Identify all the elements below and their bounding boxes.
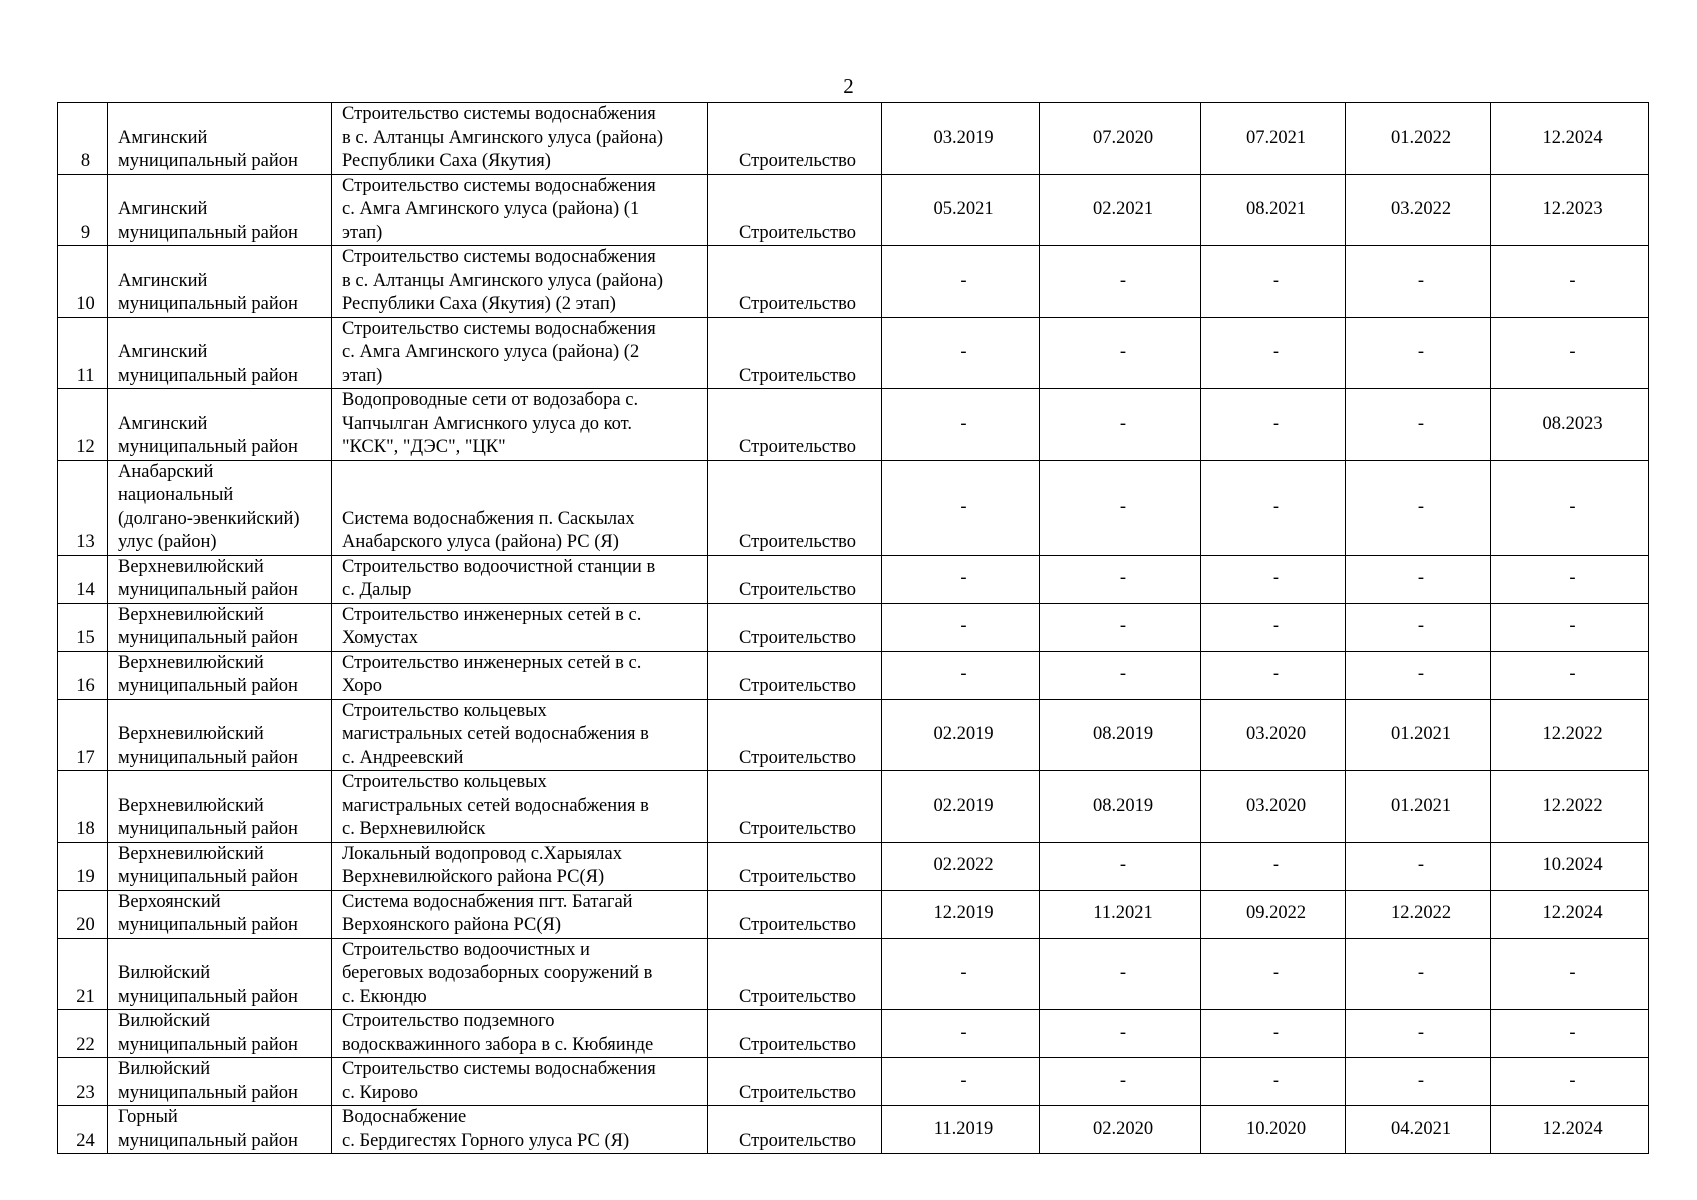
district-line: муниципальный район: [118, 365, 298, 386]
page-number: 2: [843, 74, 854, 98]
projects-table: [57, 102, 1649, 1154]
project-name-line: с. Бердигестях Горного улуса РС (Я): [342, 1130, 630, 1151]
project-name-line: Верхоянского района РС(Я): [342, 915, 562, 935]
project-name-line: этап): [342, 365, 383, 386]
district-line: Амгинский: [118, 270, 208, 291]
date-cell: -: [1201, 842, 1346, 890]
work-type-cell: Строительство: [708, 317, 882, 389]
date-cell: -: [1201, 1058, 1346, 1106]
date-cell: 04.2021: [1346, 1106, 1491, 1154]
district-line: (долгано-эвенкийский): [118, 508, 300, 529]
date-cell: -: [1346, 1010, 1491, 1058]
district-line: Верхневилюйский: [118, 604, 264, 625]
project-name-line: Верхневилюйского района РС(Я): [342, 867, 605, 887]
district-line: Амгинский: [118, 413, 208, 434]
row-number: 19: [58, 842, 108, 890]
project-name-line: с. Верхневилюйск: [342, 819, 486, 839]
district-cell: [108, 1058, 332, 1106]
date-cell: -: [1346, 460, 1491, 555]
date-cell: 12.2024: [1491, 103, 1649, 175]
date-cell: 11.2019: [882, 1106, 1040, 1154]
work-type-cell: Строительство: [708, 842, 882, 890]
project-name-cell: [332, 771, 708, 843]
project-name-line: Водопроводные сети от водозабора с.: [342, 390, 639, 410]
district-line: муниципальный район: [118, 294, 298, 314]
date-cell: -: [1040, 842, 1201, 890]
project-name-cell: [332, 842, 708, 890]
date-cell: -: [1201, 938, 1346, 1010]
district-line: муниципальный район: [118, 867, 298, 887]
date-cell: 02.2022: [882, 842, 1040, 890]
date-cell: -: [1346, 1058, 1491, 1106]
district-line: муниципальный район: [118, 986, 298, 1007]
date-cell: 12.2024: [1491, 890, 1649, 938]
project-name-line: магистральных сетей водоснабжения в: [342, 795, 649, 816]
date-cell: -: [1491, 317, 1649, 389]
project-name-cell: [332, 460, 708, 555]
date-cell: 08.2021: [1201, 174, 1346, 246]
date-cell: 12.2024: [1491, 1106, 1649, 1154]
table-row: [58, 460, 1649, 555]
project-name-line: Республики Саха (Якутия) (2 этап): [342, 294, 616, 314]
district-line: муниципальный район: [118, 915, 298, 935]
project-name-line: магистральных сетей водоснабжения в: [342, 724, 649, 744]
project-name-line: Хоро: [342, 676, 382, 696]
district-line: муниципальный район: [118, 1082, 298, 1103]
district-cell: [108, 699, 332, 771]
project-name-line: с. Кирово: [342, 1082, 419, 1103]
table-row: [58, 938, 1649, 1010]
row-number: 20: [58, 890, 108, 938]
date-cell: 12.2022: [1491, 699, 1649, 771]
district-line: муниципальный район: [118, 628, 298, 648]
district-line: улус (район): [118, 532, 217, 552]
district-cell: [108, 1106, 332, 1154]
table-row: [58, 174, 1649, 246]
date-cell: 08.2023: [1491, 389, 1649, 461]
date-cell: -: [882, 555, 1040, 603]
date-cell: 03.2022: [1346, 174, 1491, 246]
work-type-cell: Строительство: [708, 890, 882, 938]
district-line: Верхневилюйский: [118, 556, 264, 577]
project-name-cell: [332, 246, 708, 318]
date-cell: -: [1346, 389, 1491, 461]
project-name-line: с. Амга Амгинского улуса (района) (1: [342, 199, 640, 219]
project-name-line: Система водоснабжения п. Саскылах: [342, 508, 635, 529]
date-cell: 07.2021: [1201, 103, 1346, 175]
district-cell: [108, 103, 332, 175]
project-name-cell: [332, 174, 708, 246]
date-cell: -: [1040, 603, 1201, 651]
table-row: [58, 1010, 1649, 1058]
date-cell: 12.2023: [1491, 174, 1649, 246]
row-number: 13: [58, 460, 108, 555]
date-cell: -: [882, 389, 1040, 461]
date-cell: -: [1201, 555, 1346, 603]
work-type-cell: Строительство: [708, 246, 882, 318]
table-row: [58, 555, 1649, 603]
project-name-line: Республики Саха (Якутия): [342, 151, 551, 171]
date-cell: -: [1040, 317, 1201, 389]
project-name-line: Чапчылган Амгиснкого улуса до кот.: [342, 413, 633, 434]
work-type-cell: Строительство: [708, 460, 882, 555]
table-row: [58, 389, 1649, 461]
district-line: Анабарский: [118, 461, 214, 482]
project-name-cell: [332, 1010, 708, 1058]
row-number: 24: [58, 1106, 108, 1154]
date-cell: -: [1201, 460, 1346, 555]
date-cell: 01.2021: [1346, 699, 1491, 771]
row-number: 15: [58, 603, 108, 651]
date-cell: 03.2020: [1201, 771, 1346, 843]
date-cell: -: [882, 603, 1040, 651]
district-line: муниципальный район: [118, 676, 298, 696]
date-cell: 02.2021: [1040, 174, 1201, 246]
district-line: Амгинский: [118, 199, 208, 219]
row-number: 18: [58, 771, 108, 843]
date-cell: -: [1346, 938, 1491, 1010]
date-cell: 01.2022: [1346, 103, 1491, 175]
project-name-cell: [332, 603, 708, 651]
project-name-line: Строительство инженерных сетей в с.: [342, 652, 642, 673]
date-cell: 12.2022: [1491, 771, 1649, 843]
date-cell: -: [1201, 317, 1346, 389]
work-type-cell: Строительство: [708, 389, 882, 461]
project-name-line: Строительство кольцевых: [342, 772, 547, 792]
date-cell: -: [1040, 389, 1201, 461]
date-cell: 12.2019: [882, 890, 1040, 938]
project-name-cell: [332, 651, 708, 699]
district-line: муниципальный район: [118, 1130, 298, 1151]
row-number: 8: [58, 103, 108, 175]
work-type-cell: Строительство: [708, 603, 882, 651]
date-cell: -: [1201, 1010, 1346, 1058]
date-cell: -: [1491, 651, 1649, 699]
date-cell: 08.2019: [1040, 699, 1201, 771]
project-name-line: Строительство системы водоснабжения: [342, 318, 656, 339]
work-type-cell: Строительство: [708, 1106, 882, 1154]
district-cell: [108, 842, 332, 890]
date-cell: -: [1201, 389, 1346, 461]
project-name-cell: [332, 699, 708, 771]
district-line: муниципальный район: [118, 580, 298, 600]
district-cell: [108, 771, 332, 843]
date-cell: -: [1491, 938, 1649, 1010]
district-cell: [108, 174, 332, 246]
project-name-line: в с. Алтанцы Амгинского улуса (района): [342, 127, 663, 148]
date-cell: 09.2022: [1201, 890, 1346, 938]
district-line: Верхневилюйский: [118, 652, 264, 673]
row-number: 14: [58, 555, 108, 603]
date-cell: -: [882, 651, 1040, 699]
date-cell: -: [1491, 1058, 1649, 1106]
work-type-cell: Строительство: [708, 103, 882, 175]
table-row: [58, 103, 1649, 175]
date-cell: 03.2020: [1201, 699, 1346, 771]
district-line: муниципальный район: [118, 151, 298, 171]
date-cell: -: [1491, 1010, 1649, 1058]
district-cell: [108, 1010, 332, 1058]
project-name-line: водоскважинного забора в с. Кюбяинде: [342, 1034, 654, 1055]
date-cell: -: [882, 460, 1040, 555]
date-cell: 12.2022: [1346, 890, 1491, 938]
project-name-cell: [332, 890, 708, 938]
project-name-cell: [332, 317, 708, 389]
date-cell: -: [882, 1058, 1040, 1106]
table-row: [58, 1106, 1649, 1154]
work-type-cell: Строительство: [708, 555, 882, 603]
date-cell: -: [1040, 938, 1201, 1010]
row-number: 17: [58, 699, 108, 771]
date-cell: -: [1040, 555, 1201, 603]
work-type-cell: Строительство: [708, 174, 882, 246]
district-line: национальный: [118, 485, 234, 505]
date-cell: -: [1201, 651, 1346, 699]
row-number: 16: [58, 651, 108, 699]
date-cell: -: [1346, 555, 1491, 603]
date-cell: 02.2019: [882, 771, 1040, 843]
district-line: Верхоянский: [118, 891, 221, 912]
district-line: муниципальный район: [118, 437, 298, 457]
date-cell: -: [882, 1010, 1040, 1058]
district-line: Вилюйский: [118, 1059, 211, 1079]
work-type-cell: Строительство: [708, 938, 882, 1010]
project-name-line: Строительство системы водоснабжения: [342, 175, 656, 196]
date-cell: 07.2020: [1040, 103, 1201, 175]
district-line: Амгинский: [118, 342, 208, 362]
project-name-line: Хомустах: [342, 628, 419, 648]
district-line: Верхневилюйский: [118, 843, 264, 864]
project-name-line: береговых водозаборных сооружений в: [342, 963, 653, 983]
district-cell: [108, 317, 332, 389]
date-cell: -: [1040, 246, 1201, 318]
table-body: [58, 103, 1649, 1154]
date-cell: -: [1346, 246, 1491, 318]
date-cell: -: [1491, 603, 1649, 651]
project-name-line: с. Амга Амгинского улуса (района) (2: [342, 342, 640, 362]
date-cell: -: [1346, 651, 1491, 699]
project-name-cell: [332, 389, 708, 461]
project-name-line: Локальный водопровод с.Харыялах: [342, 843, 622, 864]
date-cell: 10.2024: [1491, 842, 1649, 890]
district-cell: [108, 246, 332, 318]
project-name-line: Система водоснабжения пгт. Батагай: [342, 891, 633, 912]
project-name-line: Строительство водоочистной станции в: [342, 556, 656, 577]
district-line: муниципальный район: [118, 819, 298, 839]
district-line: Верхневилюйский: [118, 724, 264, 744]
row-number: 23: [58, 1058, 108, 1106]
date-cell: 11.2021: [1040, 890, 1201, 938]
project-name-line: в с. Алтанцы Амгинского улуса (района): [342, 270, 663, 291]
date-cell: -: [1201, 603, 1346, 651]
district-cell: [108, 651, 332, 699]
date-cell: 02.2020: [1040, 1106, 1201, 1154]
project-name-line: Анабарского улуса (района) РС (Я): [342, 532, 619, 552]
project-name-line: Строительство водоочистных и: [342, 939, 590, 960]
table-row: [58, 771, 1649, 843]
district-cell: [108, 890, 332, 938]
district-line: муниципальный район: [118, 747, 298, 768]
work-type-cell: Строительство: [708, 651, 882, 699]
date-cell: -: [1491, 555, 1649, 603]
date-cell: 01.2021: [1346, 771, 1491, 843]
row-number: 11: [58, 317, 108, 389]
project-name-cell: [332, 1058, 708, 1106]
row-number: 9: [58, 174, 108, 246]
work-type-cell: Строительство: [708, 771, 882, 843]
row-number: 10: [58, 246, 108, 318]
project-name-line: "КСК", "ДЭС", "ЦК": [342, 437, 506, 457]
work-type-cell: Строительство: [708, 699, 882, 771]
project-name-line: Строительство инженерных сетей в с.: [342, 604, 642, 625]
project-name-line: этап): [342, 222, 383, 243]
date-cell: -: [1201, 246, 1346, 318]
row-number: 12: [58, 389, 108, 461]
row-number: 21: [58, 938, 108, 1010]
project-name-line: с. Андреевский: [342, 747, 464, 768]
project-name-line: Строительство системы водоснабжения: [342, 1059, 656, 1079]
project-name-cell: [332, 1106, 708, 1154]
table-row: [58, 890, 1649, 938]
date-cell: -: [1491, 246, 1649, 318]
date-cell: -: [882, 317, 1040, 389]
district-cell: [108, 555, 332, 603]
project-name-line: Строительство кольцевых: [342, 700, 547, 721]
date-cell: -: [1491, 460, 1649, 555]
date-cell: 05.2021: [882, 174, 1040, 246]
work-type-cell: Строительство: [708, 1010, 882, 1058]
table-row: [58, 842, 1649, 890]
row-number: 22: [58, 1010, 108, 1058]
project-name-cell: [332, 103, 708, 175]
date-cell: -: [1346, 603, 1491, 651]
date-cell: -: [1040, 460, 1201, 555]
district-line: Амгинский: [118, 127, 208, 148]
district-line: Горный: [118, 1107, 178, 1127]
date-cell: -: [1040, 1010, 1201, 1058]
project-name-line: с. Далыр: [342, 580, 412, 600]
table-row: [58, 603, 1649, 651]
district-line: Вилюйский: [118, 1011, 211, 1031]
project-name-line: Строительство системы водоснабжения: [342, 247, 656, 267]
district-line: муниципальный район: [118, 1034, 298, 1055]
district-line: Верхневилюйский: [118, 795, 264, 816]
date-cell: 03.2019: [882, 103, 1040, 175]
date-cell: 08.2019: [1040, 771, 1201, 843]
work-type-cell: Строительство: [708, 1058, 882, 1106]
date-cell: -: [882, 246, 1040, 318]
table-row: [58, 1058, 1649, 1106]
district-cell: [108, 460, 332, 555]
district-cell: [108, 389, 332, 461]
date-cell: -: [1346, 842, 1491, 890]
project-name-line: Строительство подземного: [342, 1011, 555, 1031]
table-row: [58, 246, 1649, 318]
project-name-cell: [332, 938, 708, 1010]
date-cell: -: [1346, 317, 1491, 389]
date-cell: -: [1040, 1058, 1201, 1106]
project-name-line: Водоснабжение: [342, 1107, 467, 1127]
date-cell: -: [882, 938, 1040, 1010]
district-cell: [108, 603, 332, 651]
project-name-line: с. Екюндю: [342, 986, 427, 1007]
district-cell: [108, 938, 332, 1010]
table-row: [58, 699, 1649, 771]
date-cell: -: [1040, 651, 1201, 699]
date-cell: 10.2020: [1201, 1106, 1346, 1154]
date-cell: 02.2019: [882, 699, 1040, 771]
district-line: Вилюйский: [118, 963, 211, 983]
table-row: [58, 317, 1649, 389]
district-line: муниципальный район: [118, 222, 298, 243]
project-name-line: Строительство системы водоснабжения: [342, 104, 656, 124]
table-row: [58, 651, 1649, 699]
project-name-cell: [332, 555, 708, 603]
